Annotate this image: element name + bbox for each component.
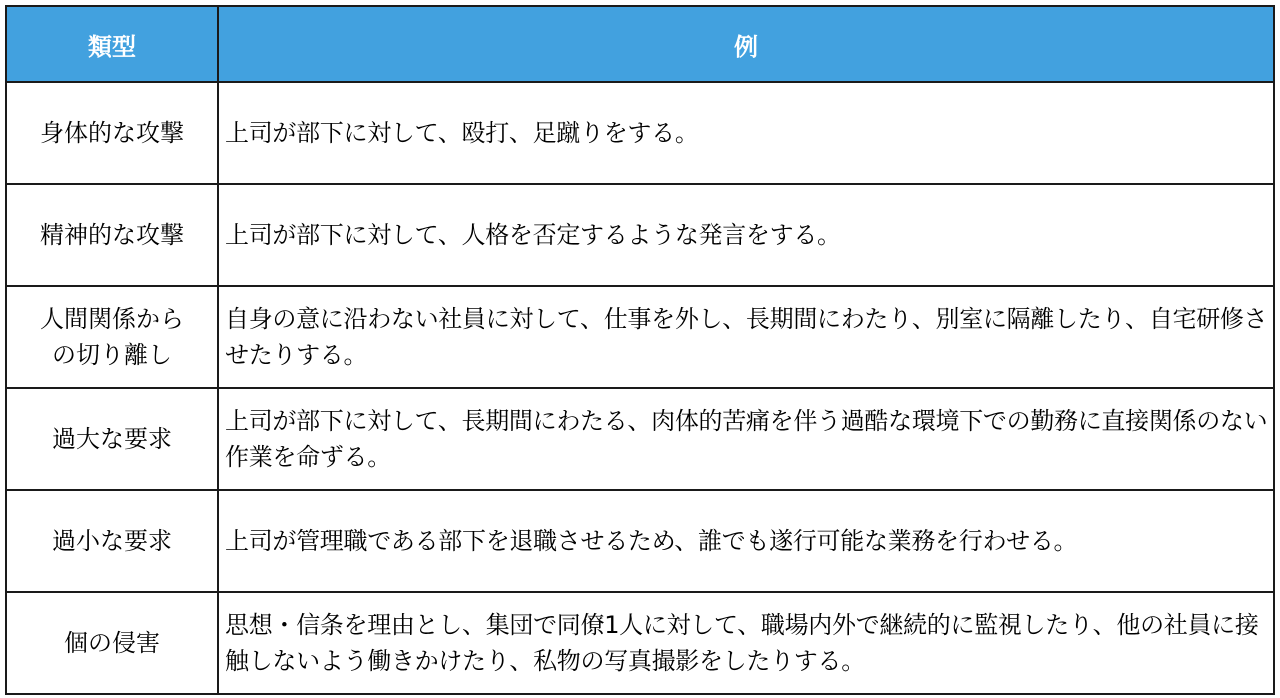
- table-header-row: [6, 6, 1274, 82]
- type-cell: 過大な要求: [6, 388, 218, 490]
- type-cell: 人間関係からの切り離し: [6, 286, 218, 388]
- table-row: [6, 490, 1274, 592]
- example-cell: 上司が部下に対して、人格を否定するような発言をする。: [218, 184, 1274, 286]
- harassment-types-table: [5, 5, 1275, 695]
- example-cell: 思想・信条を理由とし、集団で同僚1人に対して、職場内外で継続的に監視したり、他の社員に接触しないよう働きかけたり、私物の写真撮影をしたりする。: [218, 592, 1274, 694]
- harassment-types-table-container: [5, 5, 1275, 693]
- example-cell: 自身の意に沿わない社員に対して、仕事を外し、長期間にわたり、別室に隔離したり、自宅研修させたりする。: [218, 286, 1274, 388]
- type-cell: 精神的な攻撃: [6, 184, 218, 286]
- table-row: [6, 388, 1274, 490]
- table-row: [6, 286, 1274, 388]
- column-header-type: 類型: [6, 6, 218, 82]
- example-cell: 上司が管理職である部下を退職させるため、誰でも遂行可能な業務を行わせる。: [218, 490, 1274, 592]
- column-header-example: 例: [218, 6, 1274, 82]
- type-cell: 個の侵害: [6, 592, 218, 694]
- example-cell: 上司が部下に対して、長期間にわたる、肉体的苦痛を伴う過酷な環境下での勤務に直接関係のない作業を命ずる。: [218, 388, 1274, 490]
- table-row: [6, 82, 1274, 184]
- table-row: [6, 592, 1274, 694]
- example-cell: 上司が部下に対して、殴打、足蹴りをする。: [218, 82, 1274, 184]
- type-cell: 身体的な攻撃: [6, 82, 218, 184]
- table-row: [6, 184, 1274, 286]
- type-cell: 過小な要求: [6, 490, 218, 592]
